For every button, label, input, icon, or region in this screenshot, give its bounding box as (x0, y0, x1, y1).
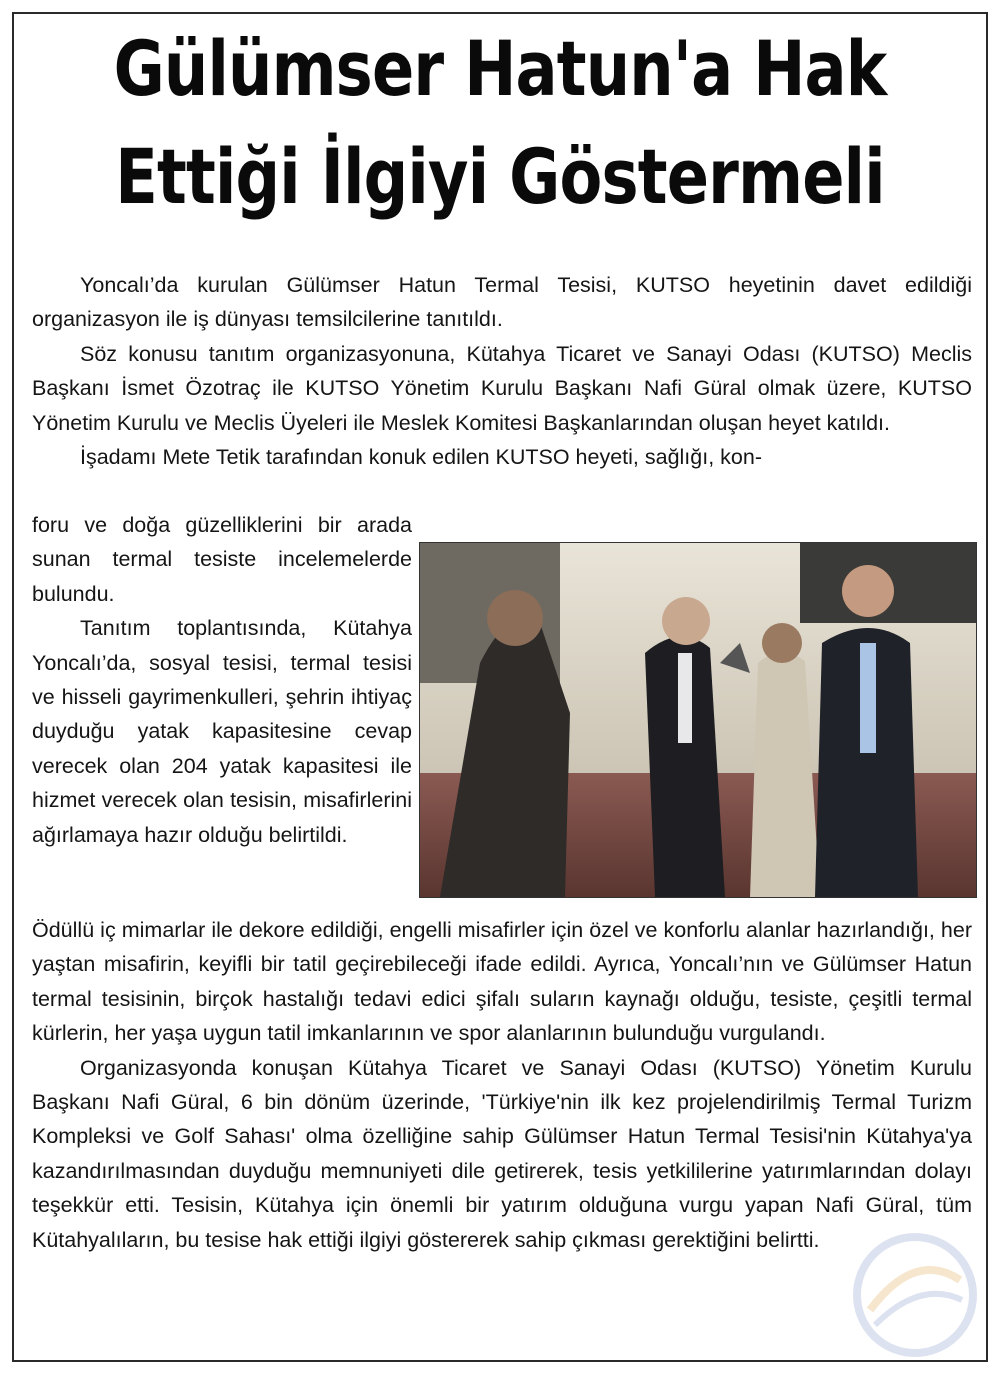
paragraph-1: Yoncalı’da kurulan Gülümser Hatun Termal Tesisi, KUTSO heyetinin davet edildiği organizasyon ile iş dünyası temsilcilerine tanıtıldı. (32, 273, 972, 332)
logo-watermark-icon (850, 1230, 980, 1360)
paragraph-3-continued: foru ve doğa güzelliklerini bir arada sunan termal tesiste incelemelerde bulundu. (32, 513, 412, 606)
group-photo-icon (420, 543, 976, 897)
paragraph-4-continued: Ödüllü iç mimarlar ile dekore edildiği, engelli misafirler için özel ve konforlu alanlar hazırlandığı, her yaştan misafirin, keyifli bir tatil geçirebileceği ifade edildi. Ayrıca, Yoncalı’nın ve Gülümser Hatun termal tesisinin, birçok hastalığı tedavi edici şifalı suların kaynağı olduğu, tesiste, çeşitli termal kürlerin, her yaşa uygun tatil imkanlarının ve spor alanlarının bulunduğu vurgulandı. (32, 918, 972, 1046)
paragraph-4: Tanıtım toplantısında, Kütahya Yoncalı’da, sosyal tesisi, termal tesisi ve hisseli gayrimenkulleri, şehrin ihtiyaç duyduğu yatak kapasitesine cevap verecek olan 204 yatak kapasitesi ile hizmet verecek olan tesisin, misafirlerini ağırlamaya hazır olduğu belirtildi. (32, 616, 412, 847)
article-photo (419, 542, 977, 898)
article-body-bottom (32, 913, 972, 1257)
paragraph-3-start: İşadamı Mete Tetik tarafından konuk edilen KUTSO heyeti, sağlığı, kon- (80, 445, 762, 470)
paragraph-5: Organizasyonda konuşan Kütahya Ticaret ve Sanayi Odası (KUTSO) Yönetim Kurulu Başkanı Nafi Güral, 6 bin dönüm üzerinde, 'Türkiye'nin ilk kez projelendirilmiş Termal Turizm Kompleksi ve Golf Sahası' olma özelliğine sahip Gülümser Hatun Termal Tesisi'nin Kütahya'ya kazandırılmasından duyduğu memnuniyeti dile getirerek, tesis yetkililerine yatırımlarından dolayı teşekkür etti. Tesisin, Kütahya için önemli bir yatırım olduğuna vurgu yapan Nafi Güral, tüm Kütahyalıların, bu tesise hak ettiği ilgiyi göstererek sahip çıkması gerektiğini belirtti. (32, 1055, 972, 1252)
paragraph-2: Söz konusu tanıtım organizasyonuna, Kütahya Ticaret ve Sanayi Odası (KUTSO) Meclis Başkanı İsmet Özotraç ile KUTSO Yönetim Kurulu Başkanı Nafi Güral olmak üzere, KUTSO Yönetim Kurulu ve Meclis Üyeleri ile Meslek Komitesi Başkanlarından oluşan heyet katıldı. (32, 341, 972, 435)
article-body-column (32, 508, 412, 852)
article-body-top (32, 268, 972, 474)
news-article (12, 12, 988, 1362)
headline-line-2: Ettiği İlgiyi Göstermeli (115, 132, 885, 221)
headline-line-1: Gülümser Hatun'a Hak (113, 24, 887, 113)
